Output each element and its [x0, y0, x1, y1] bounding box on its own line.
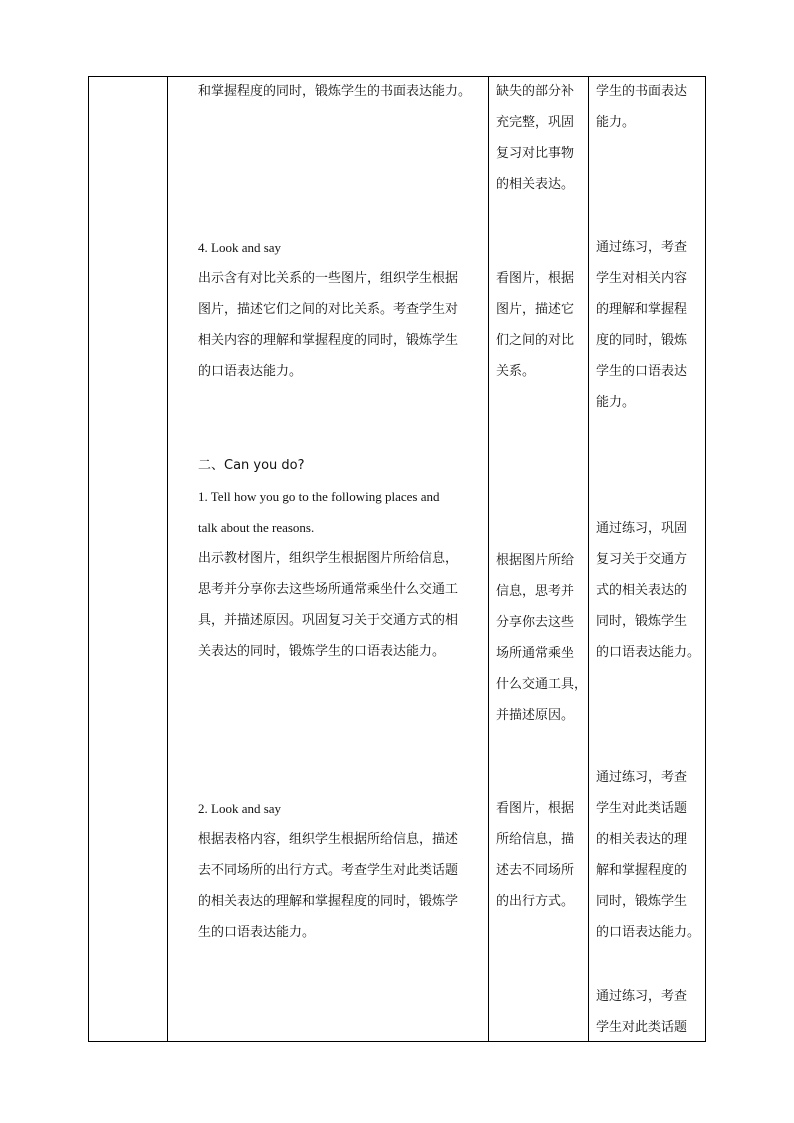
purpose-cell	[596, 232, 702, 418]
column-divider	[488, 76, 489, 1042]
student-activity-cell	[496, 76, 586, 200]
student-line: 看图片，根据	[496, 271, 575, 286]
student-line: 的出行方式。	[496, 894, 575, 909]
column-divider	[588, 76, 589, 1042]
student-activity-cell	[496, 793, 586, 917]
purpose-line: 的口语表达能力。	[596, 645, 701, 660]
purpose-line: 学生对相关内容	[596, 271, 688, 286]
student-line: 分享你去这些	[496, 615, 575, 630]
activity-line: 的相关表达的理解和掌握程度的同时，锻炼学	[198, 894, 459, 909]
activity-heading: 2. Look and say	[198, 801, 282, 816]
student-line: 什么交通工具，	[496, 677, 588, 692]
section-heading: 二、Can you do?	[198, 458, 305, 473]
column-divider	[167, 76, 168, 1042]
purpose-line: 的相关表达的理	[596, 832, 688, 847]
activity-line: 根据表格内容，组织学生根据所给信息，描述	[198, 832, 459, 847]
student-activity-cell	[496, 545, 586, 731]
teacher-activity-cell	[198, 450, 482, 667]
purpose-line: 的理解和掌握程	[596, 302, 688, 317]
activity-heading: 1. Tell how you go to the following places and	[198, 489, 440, 504]
student-line: 们之间的对比	[496, 333, 575, 348]
student-line: 充完整，巩固	[496, 115, 575, 130]
purpose-line: 同时，锻炼学生	[596, 894, 688, 909]
activity-line: 生的口语表达能力。	[198, 925, 316, 940]
purpose-cell	[596, 513, 702, 668]
purpose-line: 学生的口语表达	[596, 364, 688, 379]
activity-line: 具，并描述原因。巩固复习关于交通方式的相	[198, 613, 459, 628]
activity-line: 相关内容的理解和掌握程度的同时，锻炼学生	[198, 333, 459, 348]
purpose-line: 学生对此类话题	[596, 1020, 688, 1035]
student-line: 并描述原因。	[496, 708, 575, 723]
purpose-line: 通过练习，考查	[596, 240, 688, 255]
student-line: 关系。	[496, 364, 536, 379]
activity-heading: 4. Look and say	[198, 240, 282, 255]
activity-line: 去不同场所的出行方式。考查学生对此类话题	[198, 863, 459, 878]
activity-line: 的口语表达能力。	[198, 364, 303, 379]
purpose-line: 同时，锻炼学生	[596, 614, 688, 629]
student-line: 信息，思考并	[496, 584, 575, 599]
teacher-activity-cell	[198, 793, 482, 948]
student-line: 的相关表达。	[496, 177, 575, 192]
purpose-line: 度的同时，锻炼	[596, 333, 688, 348]
activity-line: 思考并分享你去这些场所通常乘坐什么交通工	[198, 582, 459, 597]
teacher-activity-cell	[198, 76, 482, 107]
purpose-cell	[596, 76, 702, 138]
activity-line: 出示教材图片，组织学生根据图片所给信息，	[198, 551, 459, 566]
student-line: 述去不同场所	[496, 863, 575, 878]
purpose-line: 通过练习，考查	[596, 989, 688, 1004]
student-line: 图片，描述它	[496, 302, 575, 317]
student-line: 所给信息，描	[496, 832, 575, 847]
activity-line: 图片，描述它们之间的对比关系。考查学生对	[198, 302, 459, 317]
student-line: 复习对比事物	[496, 146, 575, 161]
activity-line: 关表达的同时，锻炼学生的口语表达能力。	[198, 644, 446, 659]
student-line: 根据图片所给	[496, 553, 575, 568]
student-line: 场所通常乘坐	[496, 646, 575, 661]
purpose-line: 解和掌握程度的	[596, 863, 688, 878]
purpose-line: 学生的书面表达	[596, 84, 688, 99]
activity-heading: talk about the reasons.	[198, 520, 315, 535]
student-line: 缺失的部分补	[496, 84, 575, 99]
purpose-line: 学生对此类话题	[596, 801, 688, 816]
purpose-line: 式的相关表达的	[596, 583, 688, 598]
purpose-line: 复习关于交通方	[596, 552, 688, 567]
purpose-line: 能力。	[596, 395, 636, 410]
student-activity-cell	[496, 263, 586, 387]
purpose-line: 通过练习，巩固	[596, 521, 688, 536]
purpose-cell	[596, 762, 702, 948]
purpose-line: 能力。	[596, 115, 636, 130]
purpose-line: 的口语表达能力。	[596, 925, 701, 940]
activity-line: 和掌握程度的同时，锻炼学生的书面表达能力。	[198, 84, 472, 99]
teacher-activity-cell	[198, 232, 482, 387]
purpose-cell	[596, 981, 702, 1043]
purpose-line: 通过练习，考查	[596, 770, 688, 785]
student-line: 看图片，根据	[496, 801, 575, 816]
activity-line: 出示含有对比关系的一些图片，组织学生根据	[198, 271, 459, 286]
